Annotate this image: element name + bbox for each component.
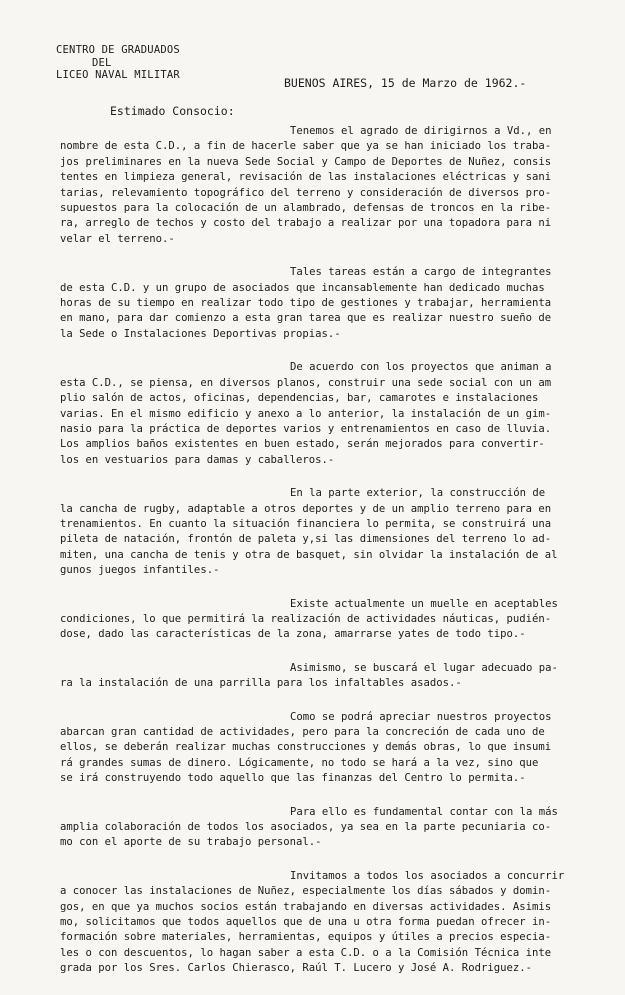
paragraph-line: De acuerdo con los proyectos que animan a: [290, 361, 552, 374]
paragraph-line: Como se podrá apreciar nuestros proyectos: [290, 710, 552, 723]
letter-body: [60, 124, 580, 995]
paragraph-line: se irá construyendo todo aquello que las finanzas del Centro lo permita.-: [60, 772, 526, 785]
paragraph-line: condiciones, lo que permitirá la realización de actividades náuticas, pudién-: [60, 612, 552, 625]
paragraph: [60, 597, 580, 643]
paragraph-line: ra la instalación de una parrilla para los infaltables asados.-: [60, 677, 462, 690]
paragraph-line: nasio para la práctica de deportes varios y entrenamientos en caso de lluvia.: [60, 422, 552, 435]
paragraph-line: Los amplios baños existentes en buen estado, serán mejorados para convertir-: [60, 438, 545, 451]
paragraph-line: Para ello es fundamental contar con la más: [290, 805, 558, 818]
date-line: BUENOS AIRES, 15 de Marzo de 1962.-: [284, 76, 527, 90]
paragraph: [60, 661, 580, 692]
paragraph-line: esta C.D., se piensa, en diversos planos, construir una sede social con un am: [60, 376, 552, 389]
paragraph-line: jos preliminares en la nueva Sede Social y Campo de Deportes de Nuñez, consis: [60, 155, 552, 168]
paragraph-line: miten, una cancha de tenis y otra de basquet, sin olvidar la instalación de al: [60, 548, 558, 561]
paragraph: [60, 486, 580, 578]
paragraph-line: trenamientos. En cuanto la situación financiera lo permita, se construirá una: [60, 517, 552, 530]
paragraph-line: velar el terreno.-: [60, 232, 175, 245]
paragraph-line: rá grandes sumas de dinero. Lógicamente, no todo se hará a la vez, sino que: [60, 756, 539, 769]
paragraph-line: plio salón de actos, oficinas, dependencias, bar, camarotes e instalaciones: [60, 392, 539, 405]
paragraph-line: formación sobre materiales, herramientas, equipos y útiles a precios especia-: [60, 931, 552, 944]
paragraph-line: mo con el aporte de su trabajo personal.-: [60, 836, 322, 849]
paragraph-line: nombre de esta C.D., a fin de hacerle saber que ya se han iniciado los traba-: [60, 140, 552, 153]
paragraph-line: la Sede o Instalaciones Deportivas propias.-: [60, 327, 341, 340]
paragraph: [60, 710, 580, 787]
paragraph-line: abarcan gran cantidad de actividades, pero para la concreción de cada uno de: [60, 726, 545, 738]
paragraph-line: los en vestuarios para damas y caballeros.-: [60, 453, 335, 466]
paragraph-line: tarias, relevamiento topográfico del terreno y consideración de diversos pro-: [60, 186, 552, 199]
paragraph-line: Tales tareas están a cargo de integrantes: [290, 266, 552, 279]
paragraph-line: varias. En el mismo edificio y anexo a lo anterior, la instalación de un gim-: [60, 407, 552, 420]
paragraph-line: a conocer las instalaciones de Nuñez, especialmente los días sábados y domin-: [60, 885, 552, 898]
paragraph-line: horas de su tiempo en realizar todo tipo de gestiones y trabajar, herramienta: [60, 297, 552, 310]
letterhead-line-2: DEL: [92, 56, 112, 69]
letterhead-line-1: CENTRO DE GRADUADOS: [56, 44, 180, 56]
paragraph-line: tentes en limpieza general, revisación de las instalaciones eléctricas y sani: [60, 171, 552, 184]
paragraph: [60, 124, 580, 247]
paragraph-line: dose, dado las características de la zona, amarrarse yates de todo tipo.-: [60, 628, 526, 641]
paragraph-line: gunos juegos infantiles.-: [60, 564, 220, 577]
paragraph-line: les o con descuentos, lo hagan saber a esta C.D. o a la Comisión Técnica inte: [60, 946, 552, 959]
paragraph: [60, 360, 580, 468]
paragraph-line: en mano, para dar comienzo a esta gran tarea que es realizar nuestro sueño de: [60, 312, 552, 325]
letterhead-line-3: LICEO NAVAL MILITAR: [56, 69, 180, 81]
salutation: Estimado Consocio:: [110, 104, 235, 118]
paragraph-line: grada por los Sres. Carlos Chierasco, Raúl T. Lucero y José A. Rodriguez.-: [60, 962, 532, 975]
paragraph-line: Asimismo, se buscará el lugar adecuado pa-: [290, 661, 558, 674]
paragraph-line: supuestos para la colocación de un alambrado, defensas de troncos en la ribe-: [60, 202, 552, 215]
paragraph: [60, 805, 580, 851]
paragraph-line: Existe actualmente un muelle en aceptables: [290, 597, 558, 610]
letterhead: [56, 44, 180, 82]
paragraph: [60, 265, 580, 342]
paragraph-line: ra, arreglo de techos y costo del trabajo a realizar por una topadora para ni: [60, 217, 552, 230]
paragraph-line: En la parte exterior, la construcción de: [290, 487, 546, 500]
paragraph-line: gos, en que ya muchos socios están trabajando en diversas actividades. Asimis: [60, 900, 552, 913]
paragraph-line: Tenemos el agrado de dirigirnos a Vd., en: [290, 125, 552, 137]
paragraph-line: mo, solicitamos que todos aquellos que de una u otra forma puedan ofrecer in-: [60, 916, 552, 929]
paragraph-line: ellos, se deberán realizar muchas construcciones y demás obras, lo que insumi: [60, 741, 552, 754]
paragraph-line: amplia colaboración de todos los asociados, ya sea en la parte pecuniaria co-: [60, 821, 552, 834]
paragraph-line: la cancha de rugby, adaptable a otros deportes y de un amplio terreno para en: [60, 502, 552, 515]
paragraph-line: Invitamos a todos los asociados a concurrir: [290, 869, 565, 882]
paragraph: [60, 869, 580, 977]
paragraph-line: de esta C.D. y un grupo de asociados que incansablemente han dedicado muchas: [60, 281, 545, 294]
paragraph-line: pileta de natación, frontón de paleta y,si las dimensiones del terreno lo ad-: [60, 533, 552, 546]
